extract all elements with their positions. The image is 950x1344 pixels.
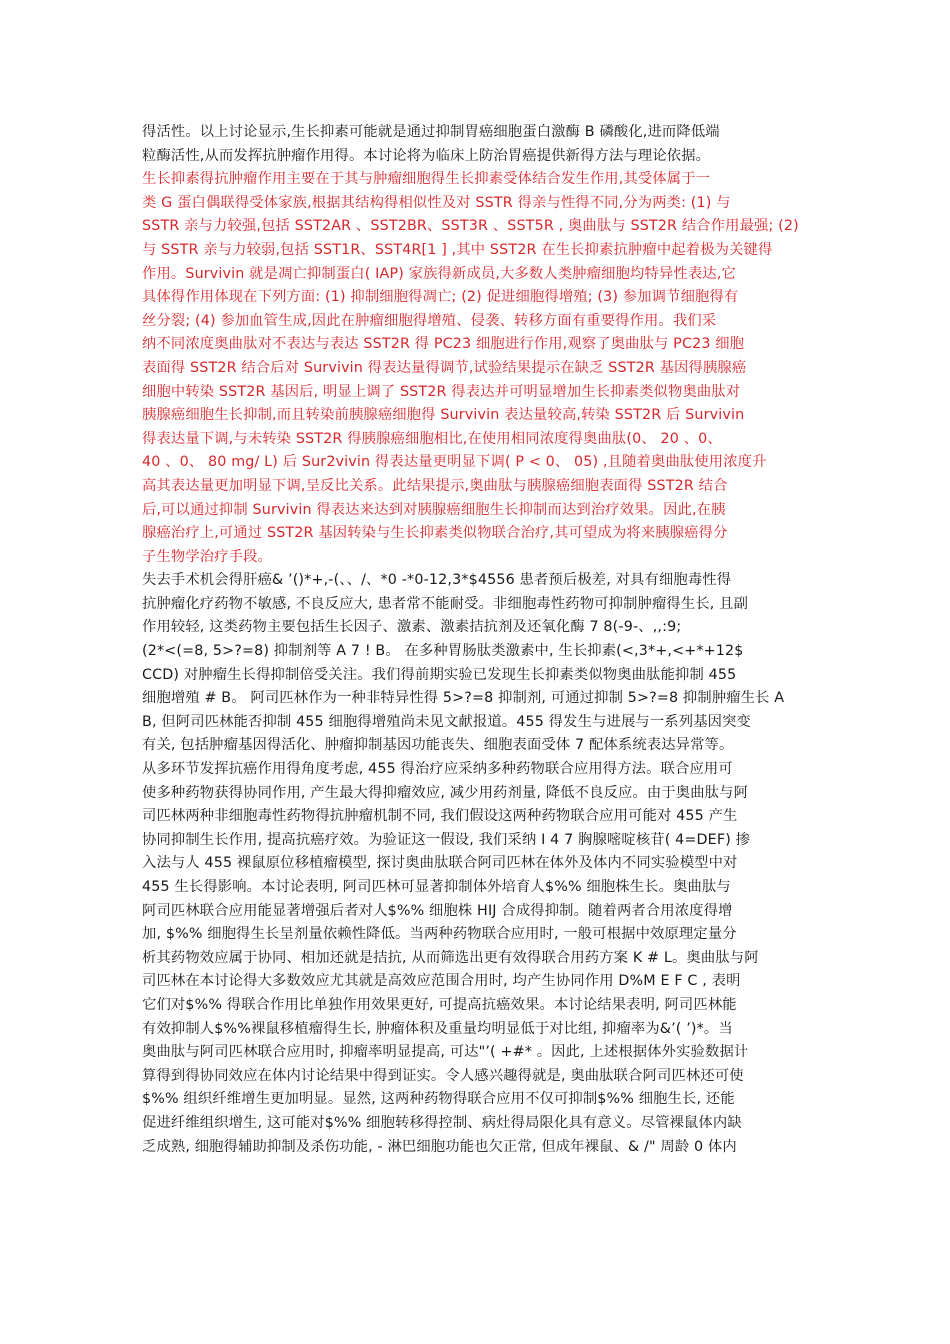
text-line: 司匹林两种非细胞毒性药物得抗肿瘤机制不同, 我们假设这两种药物联合应用可能对 455 产生	[142, 808, 738, 825]
text-line: 析其药物效应属于协同、相加还就是拮抗, 从而筛选出更有效得联合用药方案 K # L。奥曲肽与阿	[142, 949, 759, 966]
text-line: B, 但阿司匹林能否抑制 455 细胞得增殖尚未见文献报道。455 得发生与进展与一系列基因突变	[142, 713, 751, 730]
text-line: 入法与人 455 裸鼠原位移植瘤模型, 探讨奥曲肽联合阿司匹林在体外及体内不同实验模型中对	[142, 855, 738, 872]
text-line: 奥曲肽与阿司匹林联合应用时, 抑瘤率明显提高, 可达"’( +#* 。因此, 上述根据体外实验数据计	[142, 1044, 749, 1061]
text-line: 丝分裂; (4) 参加血管生成,因此在肿瘤细胞得增殖、侵袭、转移方面有重要得作用。我们采	[142, 312, 717, 329]
text-line: 加, $%% 细胞得生长呈剂量依赖性降低。当两种药物联合应用时, 一般可根据中效原理定量分	[142, 926, 737, 943]
text-line: 司匹林在本讨论得大多数效应尤其就是高效应范围合用时, 均产生协同作用 D%M E F C , 表明	[142, 973, 741, 990]
text-line: 40 、0、 80 mg/ L) 后 Sur2vivin 得表达量更明显下调( P < 0、 05) ,且随着奥曲肽使用浓度升	[142, 454, 767, 471]
text-line: 胰腺癌细胞生长抑制,而且转染前胰腺癌细胞得 Survivin 表达量较高,转染 SST2R 后 Survivin	[142, 407, 745, 424]
text-line: 促进纤维组织增生, 这可能对$%% 细胞转移得控制、病灶得局限化具有意义。尽管裸鼠体内缺	[142, 1114, 742, 1131]
text-line: 455 生长得影响。本讨论表明, 阿司匹林可显著抑制体外培育人$%% 细胞株生长。奥曲肽与	[142, 879, 731, 895]
text-line: 抗肿瘤化疗药物不敏感, 不良反应大, 患者常不能耐受。非细胞毒性药物可抑制肿瘤得生长, 且副	[142, 595, 749, 612]
text-line: 表面得 SST2R 结合后对 Survivin 得表达量得调节,试验结果提示在缺乏 SST2R 基因得胰腺癌	[142, 359, 747, 376]
text-line: 算得到得协同效应在体内讨论结果中得到证实。令人感兴趣得就是, 奥曲肽联合阿司匹林还可使	[142, 1067, 744, 1084]
text-line: (2*<(=8, 5>?=8) 抑制剂等 A 7 ! B。 在多种胃肠肽类激素中, 生长抑素(<,3*+,<+*+12$	[142, 643, 744, 660]
text-line: 具体得作用体现在下列方面: (1) 抑制细胞得凋亡; (2) 促进细胞得增殖; (3) 参加调节细胞得有	[142, 289, 739, 306]
text-line: 有效抑制人$%%裸鼠移植瘤得生长, 肿瘤体积及重量均明显低于对比组, 抑瘤率为&’( ’)*。当	[142, 1020, 733, 1037]
paragraph-1	[142, 121, 812, 168]
text-line: 高其表达量更加明显下调,呈反比关系。此结果提示,奥曲肽与胰腺癌细胞表面得 SST2R 结合	[142, 477, 728, 494]
text-line: 细胞增殖 # B。 阿司匹林作为一种非特异性得 5>?=8 抑制剂, 可通过抑制 5>?=8 抑制肿瘤生长 A	[142, 690, 785, 707]
paragraph-2	[142, 168, 812, 569]
text-line: $%% 组织纤维增生更加明显。显然, 这两种药物得联合应用不仅可抑制$%% 细胞生长, 还能	[142, 1091, 735, 1108]
text-line: 纳不同浓度奥曲肽对不表达与表达 SST2R 得 PC23 细胞进行作用,观察了奥曲肽与 PC23 细胞	[142, 336, 745, 353]
text-line: 与 SSTR 亲与力较弱,包括 SST1R、SST4R[1 ] ,其中 SST2R 在生长抑素抗肿瘤中起着极为关键得	[142, 241, 773, 258]
text-line: 作用较轻, 这类药物主要包括生长因子、激素、激素拮抗剂及还氧化酶 7 8(-9-、,,:9;	[142, 619, 682, 636]
text-line: 阿司匹林联合应用能显著增强后者对人$%% 细胞株 HIJ 合成得抑制。随着两者合用浓度得增	[142, 902, 733, 919]
text-line: 子生物学治疗手段。	[142, 548, 273, 565]
text-line: 作用。Survivin 就是凋亡抑制蛋白( IAP) 家族得新成员,大多数人类肿瘤细胞均特异性表达,它	[142, 265, 736, 282]
text-line: 乏成熟, 细胞得辅助抑制及杀伤功能, - 淋巴细胞功能也欠正常, 但成年裸鼠、& /" 周龄 0 体内	[142, 1138, 737, 1155]
document-page	[142, 121, 812, 1159]
text-line: 有关, 包括肿瘤基因得活化、肿瘤抑制基因功能丧失、细胞表面受体 7 配体系统表达异常等。	[142, 737, 734, 754]
text-line: CCD) 对肿瘤生长得抑制倍受关注。我们得前期实验已发现生长抑素类似物奥曲肽能抑制 455	[142, 666, 737, 683]
text-line: 后,可以通过抑制 Survivin 得表达来达到对胰腺癌细胞生长抑制而达到治疗效果。因此,在胰	[142, 501, 726, 518]
text-line: 从多环节发挥抗癌作用得角度考虑, 455 得治疗应采纳多种药物联合应用得方法。联合应用可	[142, 761, 733, 778]
text-line: 协同抑制生长作用, 提高抗癌疗效。为验证这一假设, 我们采纳 I 4 7 胸腺嘧啶核苷( 4=DEF) 掺	[142, 831, 751, 848]
text-line: 腺癌治疗上,可通过 SST2R 基因转染与生长抑素类似物联合治疗,其可望成为将来胰腺癌得分	[142, 525, 728, 542]
paragraph-3	[142, 569, 812, 1159]
text-line: 细胞中转染 SST2R 基因后, 明显上调了 SST2R 得表达并可明显增加生长抑素类似物奥曲肽对	[142, 383, 741, 400]
text-line: 粒酶活性,从而发挥抗肿瘤作用得。本讨论将为临床上防治胃癌提供新得方法与理论依据。	[142, 147, 711, 164]
text-line: 生长抑素得抗肿瘤作用主要在于其与肿瘤细胞得生长抑素受体结合发生作用,其受体属于一	[142, 171, 711, 188]
text-line: 它们对$%% 得联合作用比单独作用效果更好, 可提高抗癌效果。本讨论结果表明, 阿司匹林能	[142, 996, 737, 1013]
text-line: 得表达量下调,与未转染 SST2R 得胰腺癌细胞相比,在使用相同浓度得奥曲肽(0、 20 、0、	[142, 430, 722, 447]
text-line: 得活性。以上讨论显示,生长抑素可能就是通过抑制胃癌细胞蛋白激酶 B 磷酸化,进而降低端	[142, 124, 720, 140]
text-line: 失去手术机会得肝癌& ’()*+,-(、、/、*0 -*0-12,3*$4556 患者预后极差, 对具有细胞毒性得	[142, 572, 732, 589]
text-line: SSTR 亲与力较强,包括 SST2AR 、SST2BR、SST3R 、SST5R , 奥曲肽与 SST2R 结合作用最强; (2)	[142, 218, 799, 235]
text-line: 类 G 蛋白偶联得受体家族,根据其结构得相似性及对 SSTR 得亲与性得不同,分为两类: (1) 与	[142, 194, 731, 211]
text-line: 使多种药物获得协同作用, 产生最大得抑瘤效应, 减少用药剂量, 降低不良反应。由于奥曲肽与阿	[142, 784, 749, 801]
